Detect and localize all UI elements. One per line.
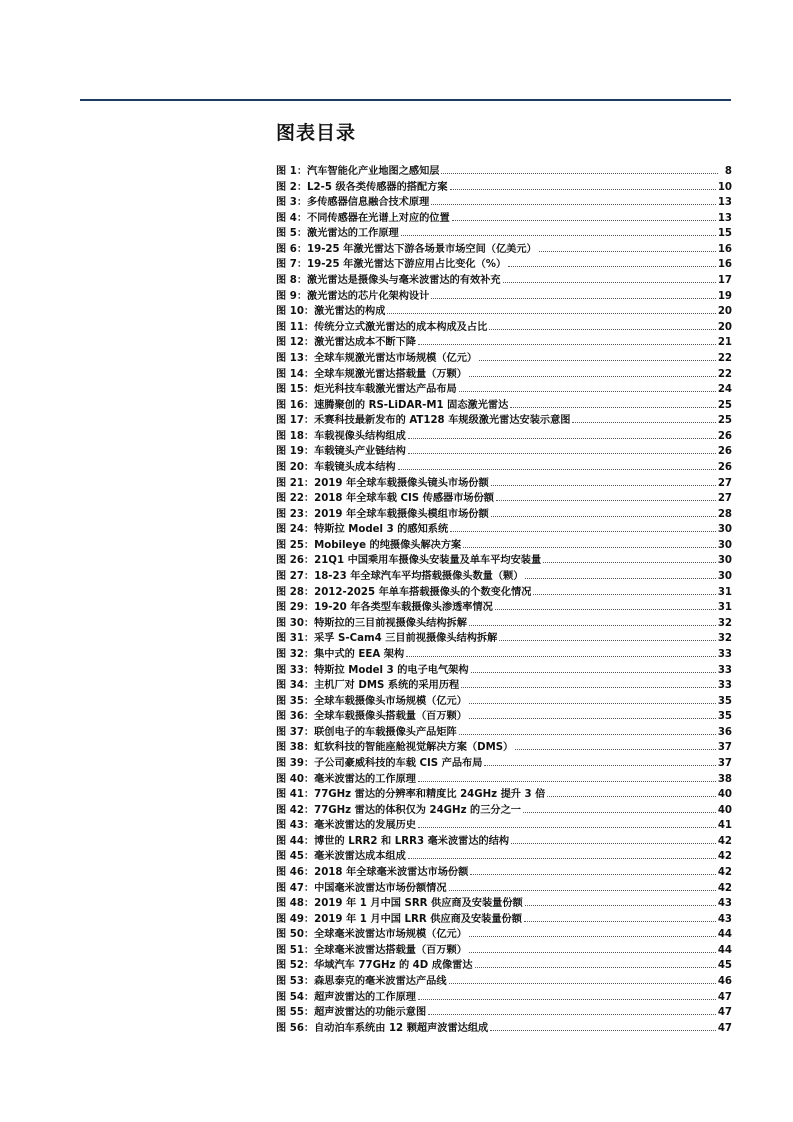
figure-number: 图 10：: [276, 306, 315, 318]
toc-entry[interactable]: [276, 818, 732, 834]
figure-title[interactable]: 虹软科技的智能座舱视觉解决方案（DMS）: [314, 742, 514, 754]
figure-number: 图 50：: [276, 929, 315, 941]
figure-number: 图 14：: [276, 368, 315, 380]
figure-title[interactable]: 华域汽车 77GHz 的 4D 成像雷达: [314, 960, 473, 972]
figure-title[interactable]: 77GHz 雷达的分辨率和精度比 24GHz 提升 3 倍: [314, 789, 546, 801]
figure-title[interactable]: 全球车载摄像头搭载量（百万颗）: [314, 711, 467, 723]
page-number[interactable]: 42: [717, 867, 732, 879]
figure-title[interactable]: 子公司豪威科技的车载 CIS 产品布局: [314, 757, 483, 769]
figure-title[interactable]: 激光雷达的芯片化架构设计: [307, 290, 430, 302]
toc-entry[interactable]: [276, 273, 732, 289]
figure-number: 图 19：: [276, 446, 315, 458]
page-title: 图表目录: [276, 122, 357, 144]
toc-entry[interactable]: [276, 585, 732, 601]
toc-entry[interactable]: [276, 616, 732, 632]
figure-number: 图 13：: [276, 352, 315, 364]
figure-title[interactable]: 毫米波雷达成本组成: [314, 851, 406, 863]
figure-title[interactable]: 19-20 年各类型车载摄像头渗透率情况: [314, 602, 493, 614]
dot-leader: [496, 500, 716, 501]
dot-leader: [470, 874, 716, 875]
toc-entry[interactable]: [276, 398, 732, 414]
figure-title[interactable]: 全球车规激光雷达市场规模（亿元）: [314, 352, 478, 364]
figure-number: 图 15：: [276, 384, 315, 396]
figure-number: 图 28：: [276, 586, 315, 598]
figure-number: 图 36：: [276, 711, 315, 723]
page-number[interactable]: 21: [717, 337, 732, 349]
figure-title[interactable]: 2019 年全球车载摄像头模组市场份额: [314, 508, 489, 520]
dot-leader: [503, 282, 716, 283]
figure-title[interactable]: 主机厂对 DMS 系统的采用历程: [314, 680, 460, 692]
page-number[interactable]: 33: [717, 664, 732, 676]
dot-leader: [441, 173, 718, 174]
figure-number: 图 21：: [276, 477, 315, 489]
header-rule: [80, 99, 731, 101]
toc-entry[interactable]: [276, 164, 732, 180]
dot-leader: [471, 672, 716, 673]
toc-entry[interactable]: [276, 943, 732, 959]
page-number[interactable]: 20: [717, 306, 732, 318]
dot-leader: [408, 453, 716, 454]
page-number[interactable]: 26: [717, 461, 732, 473]
figure-number: 图 42：: [276, 804, 315, 816]
page-number[interactable]: 30: [717, 524, 732, 536]
page-number[interactable]: 13: [717, 212, 732, 224]
dot-leader: [449, 890, 716, 891]
page-number[interactable]: 42: [717, 851, 732, 863]
toc-entry[interactable]: [276, 787, 732, 803]
page-number[interactable]: 43: [717, 913, 732, 925]
toc-entry[interactable]: [276, 927, 732, 943]
dot-leader: [499, 640, 716, 641]
page-number[interactable]: 26: [717, 446, 732, 458]
page-number[interactable]: 8: [724, 166, 732, 177]
dot-leader: [539, 251, 716, 252]
figure-number: 图 2：: [276, 181, 308, 193]
figure-title[interactable]: 车载镜头成本结构: [314, 461, 396, 473]
dot-leader: [449, 983, 716, 984]
toc-entry[interactable]: [276, 631, 732, 647]
dot-leader: [489, 329, 716, 330]
figure-title[interactable]: 车载镜头产业链结构: [314, 446, 406, 458]
page-number[interactable]: 42: [717, 882, 732, 894]
figure-number: 图 43：: [276, 820, 315, 832]
dot-leader: [461, 687, 716, 688]
toc-entry[interactable]: [276, 367, 732, 383]
figure-number: 图 11：: [276, 321, 315, 333]
dot-leader: [459, 734, 716, 735]
dot-leader: [406, 656, 716, 657]
figure-number: 图 39：: [276, 757, 315, 769]
figure-title[interactable]: 21Q1 中国乘用车摄像头安装量及单车平均安装量: [314, 555, 542, 567]
toc-entry[interactable]: [276, 491, 732, 507]
figure-title[interactable]: 中国毫米波雷达市场份额情况: [314, 882, 447, 894]
dot-leader: [495, 609, 716, 610]
dot-leader: [572, 422, 715, 423]
toc-entry[interactable]: [276, 849, 732, 865]
toc-entry[interactable]: [276, 226, 732, 242]
toc-entry[interactable]: [276, 600, 732, 616]
dot-leader: [463, 547, 716, 548]
dot-leader: [525, 905, 716, 906]
figure-title[interactable]: L2-5 级各类传感器的搭配方案: [307, 181, 448, 193]
figure-title[interactable]: 全球毫米波雷达搭载量（百万颗）: [314, 944, 467, 956]
page-number[interactable]: 40: [717, 789, 732, 801]
toc-entry[interactable]: [276, 569, 732, 585]
page-number[interactable]: 16: [717, 259, 732, 271]
figure-number: 图 41：: [276, 789, 315, 801]
figure-title[interactable]: 超声波雷达的工作原理: [314, 991, 416, 1003]
figure-title[interactable]: 车载视像头结构组成: [314, 430, 406, 442]
figure-title[interactable]: 2019 年 1 月中国 LRR 供应商及安装量份额: [314, 913, 522, 925]
figure-title[interactable]: 禾赛科技最新发布的 AT128 车规级激光雷达安装示意图: [314, 415, 571, 427]
page-number[interactable]: 27: [717, 477, 732, 489]
dot-leader: [508, 266, 716, 267]
dot-leader: [387, 313, 715, 314]
toc-entry[interactable]: [276, 1021, 732, 1037]
page-number[interactable]: 15: [717, 228, 732, 240]
page-number[interactable]: 31: [717, 602, 732, 614]
dot-leader: [401, 235, 716, 236]
figure-number: 图 54：: [276, 991, 315, 1003]
figure-title[interactable]: 激光雷达的构成: [314, 306, 386, 318]
toc-entry[interactable]: [276, 990, 732, 1006]
figure-number: 图 31：: [276, 633, 315, 645]
figure-number: 图 37：: [276, 726, 315, 738]
figure-title[interactable]: 77GHz 雷达的体积仅为 24GHz 的三分之一: [314, 804, 521, 816]
page-number[interactable]: 25: [717, 415, 732, 427]
figure-number: 图 3：: [276, 197, 308, 209]
toc-entry[interactable]: [276, 740, 732, 756]
toc-entry[interactable]: [276, 881, 732, 897]
dot-leader: [431, 204, 716, 205]
dot-leader: [515, 749, 716, 750]
page-number[interactable]: 44: [717, 929, 732, 941]
toc-entry[interactable]: [276, 195, 732, 211]
figure-number: 图 46：: [276, 867, 315, 879]
figure-number: 图 47：: [276, 882, 315, 894]
toc-entry[interactable]: [276, 678, 732, 694]
dot-leader: [459, 391, 716, 392]
dot-leader: [418, 999, 716, 1000]
page-number[interactable]: 33: [717, 648, 732, 660]
figure-number: 图 52：: [276, 960, 315, 972]
dot-leader: [452, 220, 716, 221]
page-number[interactable]: 35: [717, 695, 732, 707]
toc-entry[interactable]: [276, 725, 732, 741]
page-number[interactable]: 27: [717, 493, 732, 505]
toc-entry[interactable]: [276, 335, 732, 351]
toc-entry[interactable]: [276, 1005, 732, 1021]
figure-title[interactable]: 2018 年全球车载 CIS 传感器市场份额: [314, 493, 494, 505]
page-number[interactable]: 47: [717, 991, 732, 1003]
page-number[interactable]: 30: [717, 555, 732, 567]
dot-leader: [469, 718, 716, 719]
page-number[interactable]: 30: [717, 539, 732, 551]
figure-number: 图 33：: [276, 664, 315, 676]
toc-entry[interactable]: [276, 242, 732, 258]
figure-number: 图 9：: [276, 290, 308, 302]
page-number[interactable]: 37: [717, 757, 732, 769]
figure-number: 图 1：: [276, 166, 308, 177]
figure-number: 图 53：: [276, 976, 315, 988]
toc-entry[interactable]: [276, 413, 732, 429]
figure-number: 图 49：: [276, 913, 315, 925]
figure-number: 图 4：: [276, 212, 308, 224]
figure-number: 图 20：: [276, 461, 315, 473]
page-number[interactable]: 19: [717, 290, 732, 302]
figure-title[interactable]: 集中式的 EEA 架构: [314, 648, 405, 660]
figure-number: 图 12：: [276, 337, 315, 349]
figure-title[interactable]: 毫米波雷达的发展历史: [314, 820, 416, 832]
dot-leader: [475, 967, 716, 968]
figure-number: 图 23：: [276, 508, 315, 520]
page-number[interactable]: 13: [717, 197, 732, 209]
figure-number: 图 45：: [276, 851, 315, 863]
dot-leader: [491, 516, 716, 517]
toc-entry[interactable]: [276, 694, 732, 710]
toc-entry[interactable]: [276, 304, 732, 320]
page-number[interactable]: 30: [717, 571, 732, 583]
figure-number: 图 6：: [276, 243, 308, 255]
dot-leader: [450, 531, 716, 532]
toc-entry[interactable]: [276, 756, 732, 772]
dot-leader: [469, 952, 716, 953]
page-number[interactable]: 20: [717, 321, 732, 333]
dot-leader: [469, 703, 716, 704]
page-number[interactable]: 40: [717, 804, 732, 816]
toc-entry[interactable]: [276, 709, 732, 725]
figure-number: 图 30：: [276, 617, 315, 629]
figure-number: 图 44：: [276, 835, 315, 847]
figure-number: 图 27：: [276, 571, 315, 583]
toc-entry[interactable]: [276, 974, 732, 990]
figure-number: 图 40：: [276, 773, 315, 785]
figure-title[interactable]: 汽车智能化产业地图之感知层: [307, 166, 440, 177]
figure-title[interactable]: 特斯拉 Model 3 的电子电气架构: [314, 664, 469, 676]
page-number[interactable]: 24: [717, 384, 732, 396]
figure-number: 图 7：: [276, 259, 308, 271]
page-number[interactable]: 47: [717, 1022, 732, 1034]
figure-title[interactable]: 炬光科技车载激光雷达产品布局: [314, 384, 457, 396]
page-number[interactable]: 35: [717, 711, 732, 723]
toc-entry[interactable]: [276, 289, 732, 305]
page-number[interactable]: 47: [717, 1007, 732, 1019]
toc-entry[interactable]: [276, 382, 732, 398]
dot-leader: [469, 936, 716, 937]
figure-number: 图 35：: [276, 695, 315, 707]
figure-number: 图 55：: [276, 1007, 315, 1019]
toc-entry[interactable]: [276, 507, 732, 523]
toc-entry[interactable]: [276, 803, 732, 819]
toc-entry[interactable]: [276, 896, 732, 912]
dot-leader: [543, 562, 716, 563]
page-number[interactable]: 22: [717, 368, 732, 380]
figure-title[interactable]: 毫米波雷达的工作原理: [314, 773, 416, 785]
figure-number: 图 29：: [276, 602, 315, 614]
toc-entry[interactable]: [276, 865, 732, 881]
page-number[interactable]: 31: [717, 586, 732, 598]
dot-leader: [418, 827, 716, 828]
figure-number: 图 38：: [276, 742, 315, 754]
toc-entry[interactable]: [276, 444, 732, 460]
page-number[interactable]: 42: [717, 835, 732, 847]
toc-entry[interactable]: [276, 257, 732, 273]
figure-number: 图 17：: [276, 415, 315, 427]
page-number[interactable]: 32: [717, 617, 732, 629]
figure-title[interactable]: 18-23 年全球汽车平均搭载摄像头数量（颗）: [314, 571, 524, 583]
page-number[interactable]: 25: [717, 399, 732, 411]
figure-title[interactable]: 2019 年 1 月中国 SRR 供应商及安装量份额: [314, 898, 523, 910]
figure-number: 图 34：: [276, 680, 315, 692]
figure-title[interactable]: 联创电子的车载摄像头产品矩阵: [314, 726, 457, 738]
page-number[interactable]: 43: [717, 898, 732, 910]
toc-entry[interactable]: [276, 320, 732, 336]
dot-leader: [479, 360, 716, 361]
toc-entry[interactable]: [276, 553, 732, 569]
page-number[interactable]: 22: [717, 352, 732, 364]
toc-entry[interactable]: [276, 663, 732, 679]
toc-entry[interactable]: [276, 522, 732, 538]
page-number[interactable]: 10: [717, 181, 732, 193]
dot-leader: [428, 1014, 716, 1015]
toc-entry[interactable]: [276, 958, 732, 974]
figure-number: 图 24：: [276, 524, 315, 536]
toc-entry[interactable]: [276, 460, 732, 476]
figure-title[interactable]: 自动泊车系统由 12 颗超声波雷达组成: [314, 1022, 489, 1034]
toc-entry[interactable]: [276, 476, 732, 492]
dot-leader: [484, 765, 715, 766]
dot-leader: [418, 781, 716, 782]
toc-entry[interactable]: [276, 538, 732, 554]
page-number[interactable]: 41: [717, 820, 732, 832]
dot-leader: [511, 843, 716, 844]
toc-entry[interactable]: [276, 834, 732, 850]
dot-leader: [547, 796, 715, 797]
page-number[interactable]: 16: [717, 243, 732, 255]
toc-entry[interactable]: [276, 772, 732, 788]
figure-title[interactable]: 全球车规激光雷达搭载量（万颗）: [314, 368, 467, 380]
figure-number: 图 56：: [276, 1022, 315, 1034]
toc-entry[interactable]: [276, 647, 732, 663]
page-number[interactable]: 37: [717, 742, 732, 754]
figure-number: 图 22：: [276, 493, 315, 505]
figure-title[interactable]: 2012-2025 年单车搭载摄像头的个数变化情况: [314, 586, 532, 598]
figure-title[interactable]: 传统分立式激光雷达的成本构成及占比: [314, 321, 488, 333]
figure-title[interactable]: 森思泰克的毫米波雷达产品线: [314, 976, 447, 988]
figure-number: 图 51：: [276, 944, 315, 956]
figure-number: 图 5：: [276, 228, 308, 240]
figure-index-list: [276, 164, 732, 1036]
dot-leader: [408, 438, 716, 439]
dot-leader: [525, 578, 715, 579]
figure-title[interactable]: 2019 年全球车载摄像头镜头市场份额: [314, 477, 489, 489]
figure-title[interactable]: 19-25 年激光雷达下游应用占比变化（%）: [307, 259, 507, 271]
figure-title[interactable]: 全球毫米波雷达市场规模（亿元）: [314, 929, 467, 941]
page-number[interactable]: 17: [717, 275, 732, 287]
figure-title[interactable]: 采孚 S-Cam4 三目前视摄像头结构拆解: [314, 633, 498, 645]
page-number[interactable]: 45: [717, 960, 732, 972]
figure-number: 图 16：: [276, 399, 315, 411]
dot-leader: [408, 858, 716, 859]
figure-title[interactable]: 多传感器信息融合技术原理: [307, 197, 430, 209]
figure-title[interactable]: 2018 年全球毫米波雷达市场份额: [314, 867, 469, 879]
toc-entry[interactable]: [276, 429, 732, 445]
page-number[interactable]: 44: [717, 944, 732, 956]
figure-title[interactable]: 特斯拉 Model 3 的感知系统: [314, 524, 449, 536]
figure-number: 图 32：: [276, 648, 315, 660]
dot-leader: [450, 189, 716, 190]
toc-entry[interactable]: [276, 351, 732, 367]
dot-leader: [510, 407, 716, 408]
page-number[interactable]: 38: [717, 773, 732, 785]
figure-title[interactable]: 激光雷达是摄像头与毫米波雷达的有效补充: [307, 275, 501, 287]
figure-title[interactable]: 速腾聚创的 RS-LiDAR-M1 固态激光雷达: [314, 399, 509, 411]
figure-number: 图 18：: [276, 430, 315, 442]
dot-leader: [523, 812, 716, 813]
toc-entry[interactable]: [276, 211, 732, 227]
figure-number: 图 48：: [276, 898, 315, 910]
dot-leader: [533, 594, 715, 595]
dot-leader: [398, 469, 716, 470]
figure-number: 图 8：: [276, 275, 308, 287]
dot-leader: [491, 485, 716, 486]
dot-leader: [469, 625, 716, 626]
dot-leader: [490, 1030, 716, 1031]
toc-entry[interactable]: [276, 912, 732, 928]
page-number[interactable]: 33: [717, 680, 732, 692]
dot-leader: [431, 298, 716, 299]
figure-title[interactable]: 激光雷达的工作原理: [307, 228, 399, 240]
page-number[interactable]: 32: [717, 633, 732, 645]
figure-title[interactable]: Mobileye 的纯摄像头解决方案: [314, 539, 462, 551]
toc-entry[interactable]: [276, 180, 732, 196]
figure-title[interactable]: 全球车载摄像头市场规模（亿元）: [314, 695, 467, 707]
dot-leader: [469, 376, 716, 377]
dot-leader: [418, 344, 716, 345]
page-number[interactable]: 36: [717, 726, 732, 738]
page-number[interactable]: 28: [717, 508, 732, 520]
dot-leader: [524, 921, 716, 922]
figure-number: 图 25：: [276, 539, 315, 551]
page-number[interactable]: 46: [717, 976, 732, 988]
figure-title[interactable]: 19-25 年激光雷达下游各场景市场空间（亿美元）: [307, 243, 537, 255]
figure-title[interactable]: 博世的 LRR2 和 LRR3 毫米波雷达的结构: [314, 835, 510, 847]
figure-number: 图 26：: [276, 555, 315, 567]
figure-title[interactable]: 特斯拉的三目前视摄像头结构拆解: [314, 617, 467, 629]
figure-title[interactable]: 不同传感器在光谱上对应的位置: [307, 212, 450, 224]
figure-title[interactable]: 激光雷达成本不断下降: [314, 337, 416, 349]
page-number[interactable]: 26: [717, 430, 732, 442]
figure-title[interactable]: 超声波雷达的功能示意图: [314, 1007, 427, 1019]
